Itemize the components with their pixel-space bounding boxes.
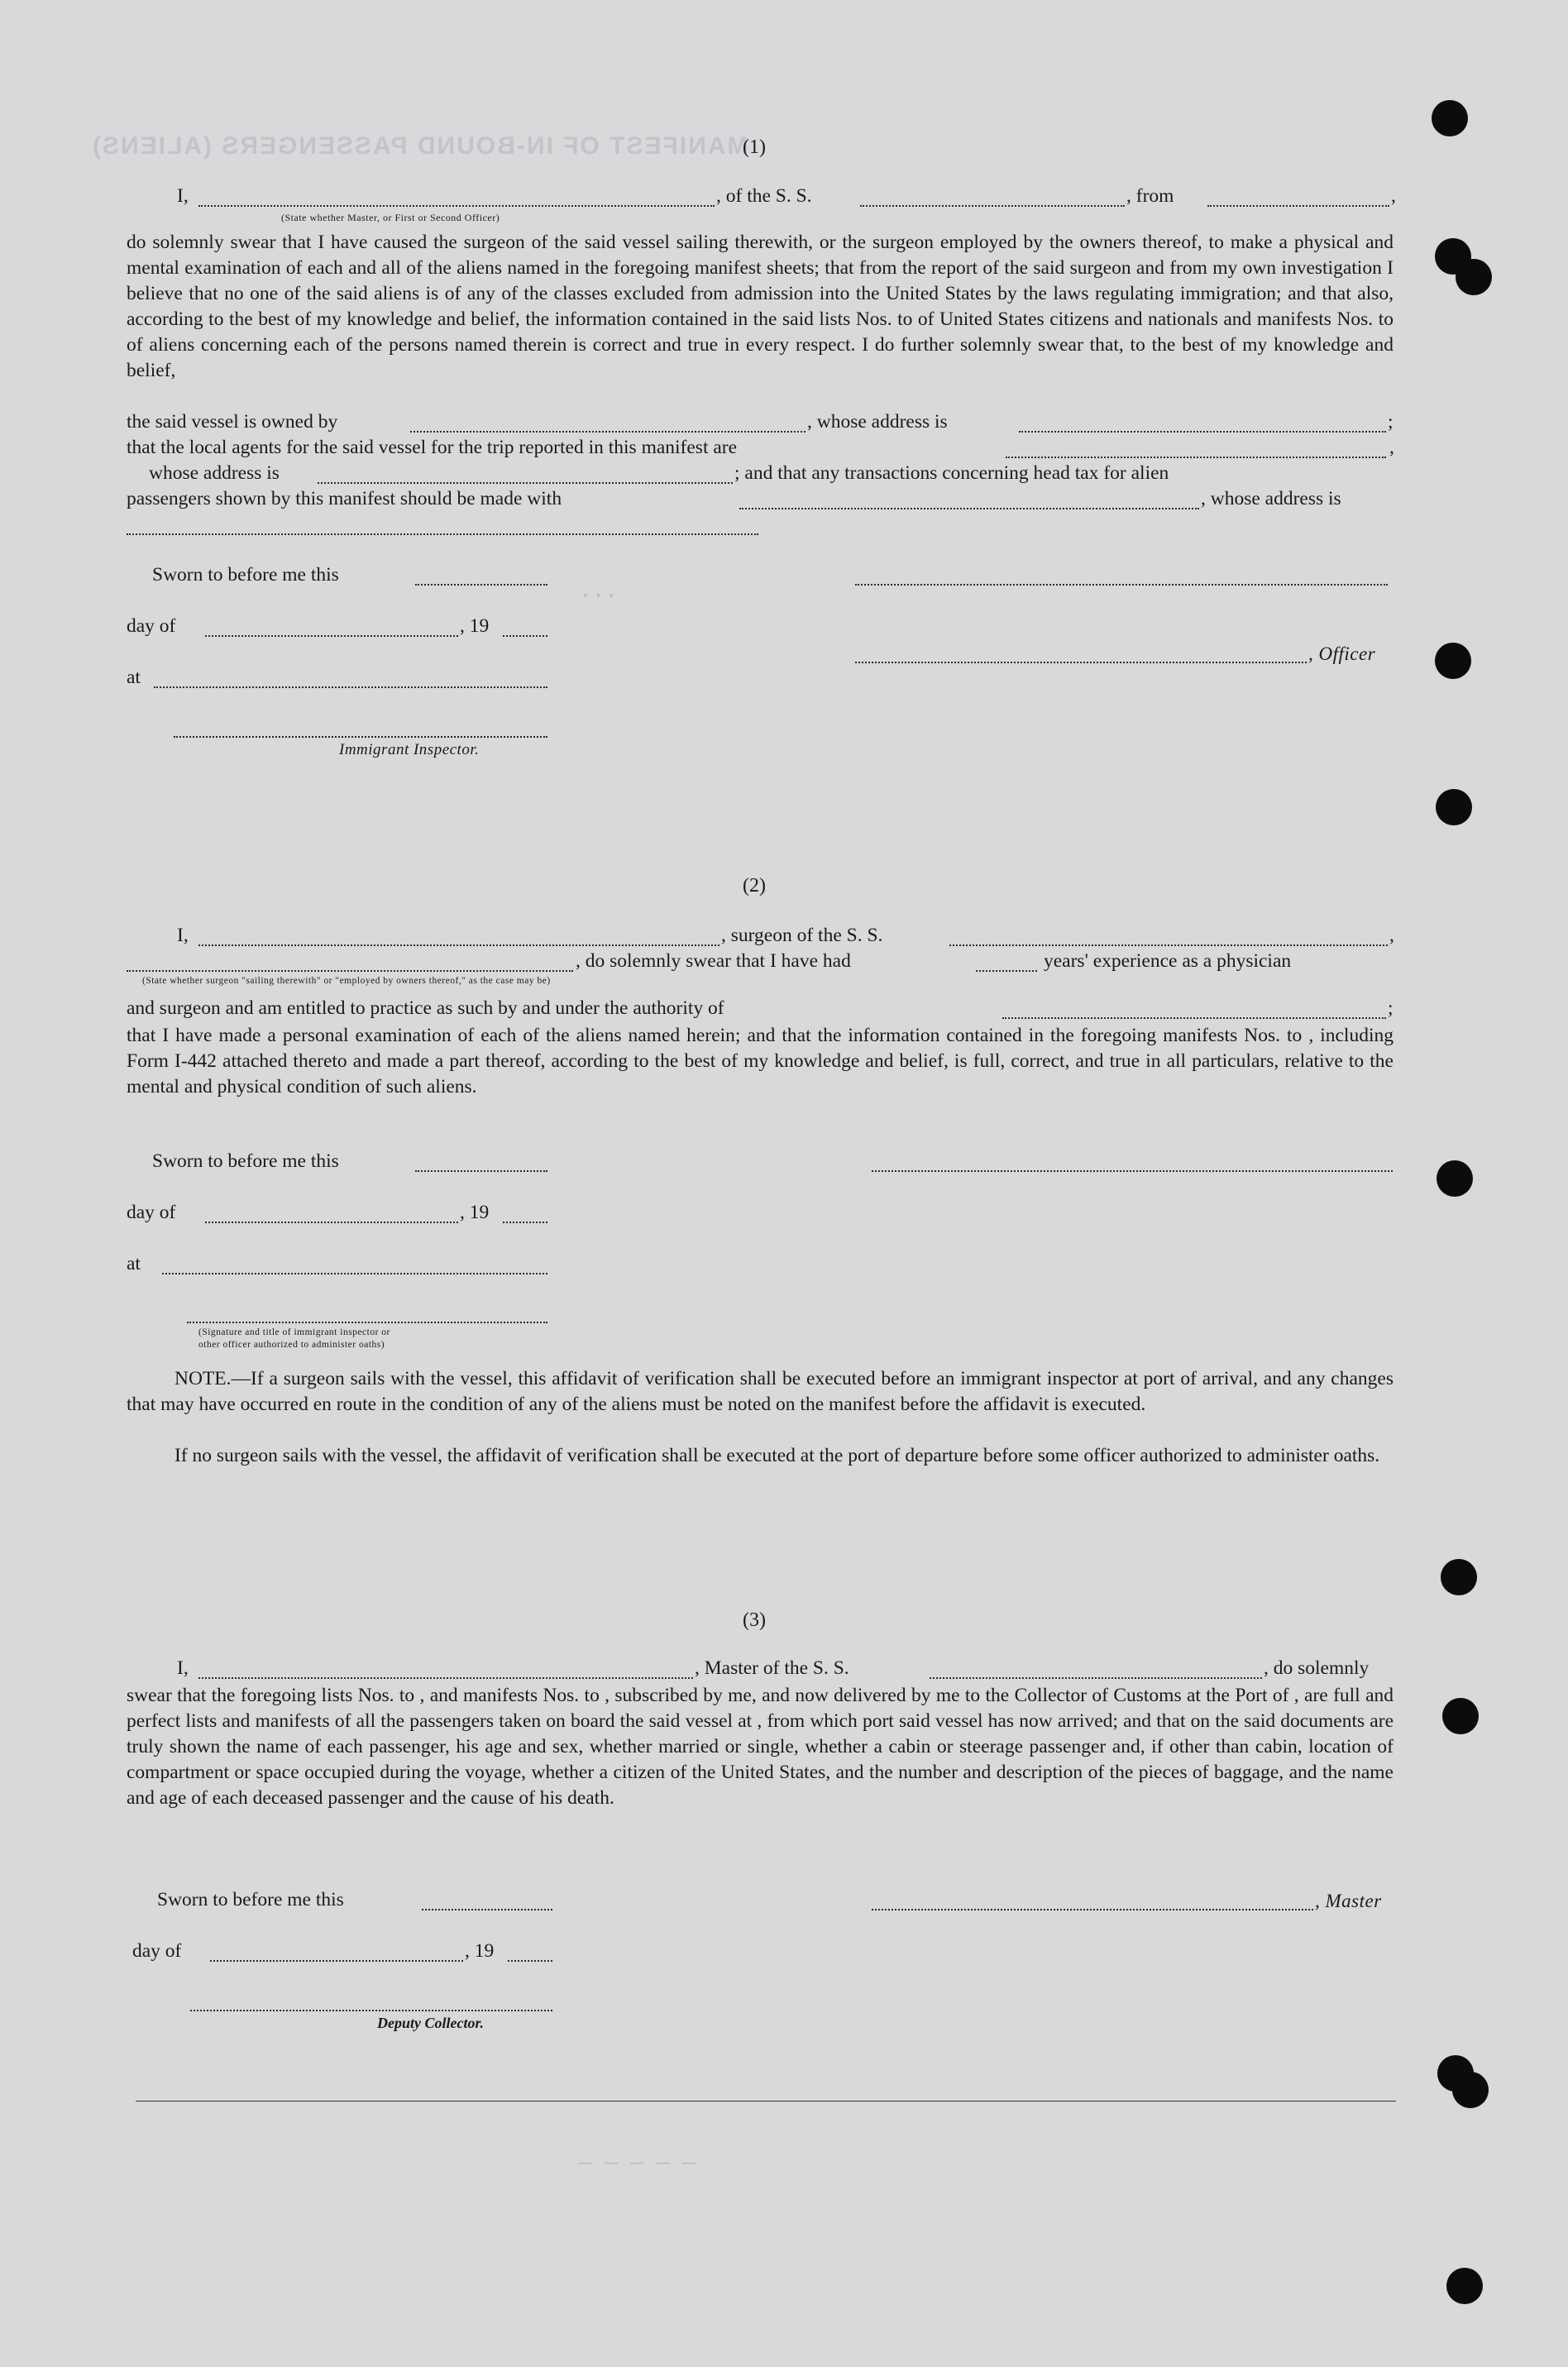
section-3-paragraph: swear that the foregoing lists Nos. to , and manifests Nos. to , subscribed by me, and now delivered by me to the Collector of Customs at the Port of , are full and perfect lists and manifests of all the passengers taken on board the said vessel at , from which port said vessel has now arrived; and that on the said documents are truly shown the name of each passenger, his age and sex, whether married or single, whether a cabin or steerage passenger and, if other than cabin, location of compartment or space occupied during the voyage, whether a citizen of the United States, and the number and description of the pieces of baggage, and the name and age of each deceased passenger and the cause of his death. xyxy=(127,1685,1394,1809)
surgeon-of-ss-label: , surgeon of the S. S. xyxy=(721,925,883,946)
whose-address-label-3: , whose address is xyxy=(1201,488,1341,509)
section-2-at-label: at xyxy=(127,1253,141,1274)
section-1-month-field[interactable] xyxy=(205,635,458,637)
officer-signature-top-field[interactable] xyxy=(855,584,1388,586)
years-experience-label: years' experience as a physician xyxy=(1044,950,1292,972)
section-1-at-label: at xyxy=(127,667,141,688)
section-2-number: (2) xyxy=(743,875,766,897)
ship-name-field[interactable] xyxy=(860,205,1125,207)
owner-field[interactable] xyxy=(410,431,806,433)
section-1-day-of-label: day of xyxy=(127,615,176,637)
section-1-year-field[interactable] xyxy=(503,635,547,637)
comma: , xyxy=(1389,925,1394,946)
punch-hole xyxy=(1446,2268,1483,2304)
officer-name-field[interactable] xyxy=(198,205,715,207)
semicolon: ; xyxy=(1388,997,1394,1019)
section-2-paragraph: that I have made a personal examination of each of the aliens named herein; and that the information contained in the foregoing manifests Nos. to , including Form I-442 attached thereto and made a part thereof, according to the best of my knowledge and belief, is full, correct, and true in all particulars, relative to the mental and physical condition of such aliens. xyxy=(127,1025,1394,1097)
officer-label: , Officer xyxy=(1308,643,1376,664)
bleed-through-line: ... xyxy=(579,579,618,604)
surgeon-signature-field[interactable] xyxy=(872,1170,1393,1172)
local-agents-label: that the local agents for the said vessel for the trip reported in this manifest are xyxy=(127,437,738,458)
officer-signature-field[interactable] xyxy=(855,662,1307,663)
do-solemnly-label: , do solemnly xyxy=(1264,1657,1370,1679)
page-bottom-rule xyxy=(136,2101,1396,2102)
punch-hole xyxy=(1456,259,1492,295)
inspector-signature-line[interactable] xyxy=(174,736,547,738)
passengers-shown-label: passengers shown by this manifest should be made with xyxy=(127,488,562,509)
note-paragraph-1: NOTE.—If a surgeon sails with the vessel, this affidavit of verification shall be executed before an immigrant inspector at port of arrival, and any changes that may have occurred en route in the condition of any of the aliens must be noted on the manifest before the affidavit is executed. xyxy=(127,1368,1394,1415)
comma: , xyxy=(1389,437,1394,458)
punch-hole xyxy=(1452,2072,1489,2108)
section-2-sworn-day-field[interactable] xyxy=(415,1170,547,1172)
section-1-paragraph: do solemnly swear that I have caused the surgeon of the said vessel sailing therewith, or the surgeon employed by the owners thereof, to make a physical and mental examination of each and all of the aliens named in the foregoing manifest sheets; that from the report of the said surgeon and from my own investigation I believe that no one of the said aliens is of any of the classes excluded from admission into the United States by the laws regulating immigration; and that also, according to the best of my knowledge and belief, the information contained in the said lists Nos. to of United States citizens and nationals and manifests Nos. to of aliens concerning each of the persons named therein is correct and true in every respect. I do further solemnly swear that, to the best of my knowledge and belief, xyxy=(127,232,1394,381)
punch-hole xyxy=(1442,1698,1479,1734)
immigrant-inspector-label: Immigrant Inspector. xyxy=(339,741,480,758)
section-2-at-field[interactable] xyxy=(162,1273,547,1274)
punch-hole xyxy=(1436,789,1472,825)
deputy-collector-signature-line[interactable] xyxy=(190,2010,552,2011)
section-1-from-label: , from xyxy=(1126,185,1174,207)
section-2-day-of-label: day of xyxy=(127,1202,176,1223)
whose-address-label-1: , whose address is xyxy=(807,411,948,433)
master-label: , Master xyxy=(1315,1891,1382,1911)
agents-address-field[interactable] xyxy=(318,482,733,484)
section-1-sworn-label: Sworn to before me this xyxy=(152,564,339,586)
solemnly-swear-label: , do solemnly swear that I have had xyxy=(576,950,851,972)
section-2-year-field[interactable] xyxy=(503,1222,547,1223)
surgeon-status-field[interactable] xyxy=(127,970,573,972)
punch-hole xyxy=(1432,100,1468,136)
section-1-year-label: , 19 xyxy=(460,615,490,637)
section-3-day-of-label: day of xyxy=(132,1940,182,1962)
signature-caption-1: (Signature and title of immigrant inspector or xyxy=(198,1327,390,1337)
section-1-caption: (State whether Master, or First or Second Officer) xyxy=(281,212,500,223)
section-2-month-field[interactable] xyxy=(205,1222,458,1223)
owned-by-label: the said vessel is owned by xyxy=(127,411,338,433)
punch-hole xyxy=(1437,1160,1473,1197)
signature-caption-2: other officer authorized to administer oaths) xyxy=(198,1340,385,1350)
contact-address-field[interactable] xyxy=(127,533,758,535)
owner-address-field[interactable] xyxy=(1019,431,1386,433)
section-2-i: I, xyxy=(177,925,189,946)
section-2-year-label: , 19 xyxy=(460,1202,490,1223)
authorized-officer-signature-line[interactable] xyxy=(187,1322,547,1323)
section-1-number: (1) xyxy=(743,136,766,158)
head-tax-label: ; and that any transactions concerning head tax for alien xyxy=(734,462,1169,484)
section-1-at-field[interactable] xyxy=(154,686,547,688)
section-2-sworn-label: Sworn to before me this xyxy=(152,1150,339,1172)
head-tax-contact-field[interactable] xyxy=(739,508,1199,509)
authority-field[interactable] xyxy=(1002,1017,1386,1019)
section-3-month-field[interactable] xyxy=(210,1960,463,1962)
bleed-through-footer: — — — — — xyxy=(579,2150,696,2175)
master-name-field[interactable] xyxy=(198,1677,693,1679)
punch-hole xyxy=(1441,1559,1477,1595)
local-agents-field[interactable] xyxy=(1006,457,1386,458)
section-2-ship-field[interactable] xyxy=(949,944,1388,946)
section-3-sworn-label: Sworn to before me this xyxy=(157,1889,344,1910)
section-3-ship-field[interactable] xyxy=(930,1677,1262,1679)
punch-hole xyxy=(1435,643,1471,679)
deputy-collector-label: Deputy Collector. xyxy=(377,2015,484,2031)
section-1-i: I, xyxy=(177,185,189,207)
section-3-year-field[interactable] xyxy=(508,1960,552,1962)
master-of-ss-label: , Master of the S. S. xyxy=(695,1657,849,1679)
surgeon-name-field[interactable] xyxy=(198,944,719,946)
master-signature-field[interactable] xyxy=(872,1909,1313,1910)
section-3-sworn-day-field[interactable] xyxy=(422,1909,552,1910)
from-port-field[interactable] xyxy=(1207,205,1389,207)
section-2-caption: (State whether surgeon "sailing therewith" or "employed by owners thereof," as the case may be) xyxy=(142,976,551,986)
semicolon: ; xyxy=(1388,411,1394,433)
years-experience-field[interactable] xyxy=(976,970,1037,972)
section-3-i: I, xyxy=(177,1657,189,1679)
whose-address-label-2: whose address is xyxy=(149,462,280,484)
section-3-year-label: , 19 xyxy=(465,1940,495,1962)
bleed-through-header: MANIFEST OF IN-BOUND PASSENGERS (ALIENS) xyxy=(91,132,748,160)
authority-label: and surgeon and am entitled to practice as such by and under the authority of xyxy=(127,997,724,1019)
note-paragraph-2: If no surgeon sails with the vessel, the affidavit of verification shall be executed at the port of departure before some officer authorized to administer oaths. xyxy=(174,1445,1380,1466)
section-3-number: (3) xyxy=(743,1609,766,1631)
section-1-comma: , xyxy=(1391,185,1396,207)
section-1-sworn-day-field[interactable] xyxy=(415,584,547,586)
section-1-ss-label: , of the S. S. xyxy=(716,185,812,207)
